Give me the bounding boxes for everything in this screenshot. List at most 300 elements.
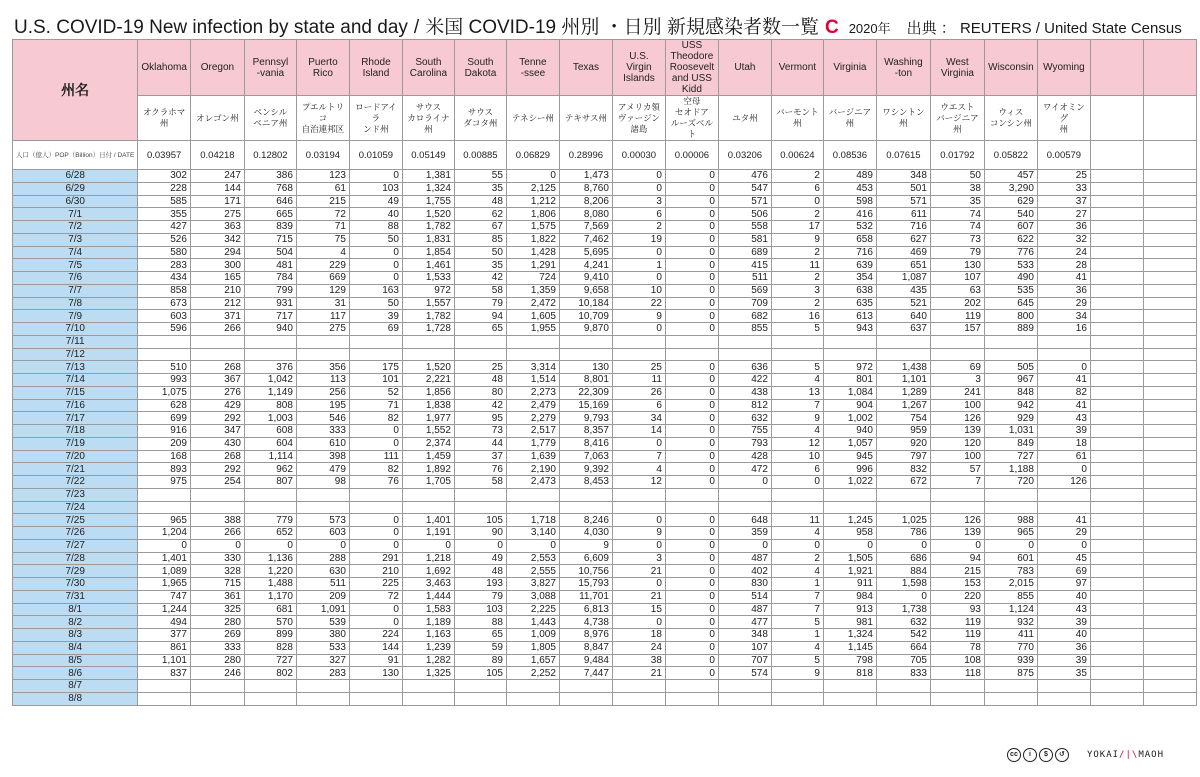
- value-cell: [1090, 182, 1143, 195]
- value-cell: [612, 348, 665, 361]
- state-name-jp: テネシー州: [506, 96, 559, 141]
- value-cell: [665, 348, 718, 361]
- value-cell: 2: [771, 552, 823, 565]
- table-row: [13, 208, 1197, 221]
- value-cell: 489: [823, 170, 876, 183]
- value-cell: 266: [190, 323, 244, 336]
- population-value: [1090, 141, 1143, 170]
- value-cell: 0: [665, 590, 718, 603]
- value-cell: 105: [454, 514, 506, 527]
- date-cell: 7/30: [13, 578, 138, 591]
- population-value: 0.00624: [771, 141, 823, 170]
- value-cell: 202: [930, 297, 984, 310]
- value-cell: 8,453: [559, 476, 612, 489]
- value-cell: 1,075: [138, 386, 191, 399]
- value-cell: [138, 335, 191, 348]
- value-cell: 916: [138, 425, 191, 438]
- value-cell: [1143, 501, 1196, 514]
- value-cell: 35: [930, 195, 984, 208]
- value-cell: 0: [612, 323, 665, 336]
- value-cell: 241: [930, 386, 984, 399]
- value-cell: 929: [984, 412, 1037, 425]
- population-value: 0.06829: [506, 141, 559, 170]
- value-cell: [1090, 170, 1143, 183]
- value-cell: [1143, 654, 1196, 667]
- table-row: [13, 692, 1197, 705]
- value-cell: 1,101: [138, 654, 191, 667]
- value-cell: 3,140: [506, 527, 559, 540]
- value-cell: 212: [190, 297, 244, 310]
- value-cell: 333: [190, 641, 244, 654]
- value-cell: 830: [718, 578, 771, 591]
- date-cell: 7/28: [13, 552, 138, 565]
- value-cell: 0: [349, 603, 402, 616]
- value-cell: 630: [296, 565, 349, 578]
- value-cell: [1090, 616, 1143, 629]
- value-cell: 130: [930, 259, 984, 272]
- value-cell: 9,484: [559, 654, 612, 667]
- value-cell: [402, 680, 454, 693]
- value-cell: 1,218: [402, 552, 454, 565]
- state-name-jp: アメリカ領 ヴァージン 諸島: [612, 96, 665, 141]
- value-cell: 1,003: [244, 412, 296, 425]
- value-cell: 15,793: [559, 578, 612, 591]
- table-row: [13, 297, 1197, 310]
- value-cell: 1,779: [506, 437, 559, 450]
- value-cell: 651: [876, 259, 930, 272]
- value-cell: 22: [612, 297, 665, 310]
- footer: [1007, 748, 1164, 762]
- value-cell: [984, 501, 1037, 514]
- state-name-jp: ワシントン州: [876, 96, 930, 141]
- value-cell: 50: [349, 297, 402, 310]
- value-cell: 504: [244, 246, 296, 259]
- value-cell: 88: [454, 616, 506, 629]
- table-row: [13, 629, 1197, 642]
- value-cell: 0: [190, 539, 244, 552]
- value-cell: [296, 680, 349, 693]
- value-cell: 945: [823, 450, 876, 463]
- value-cell: 833: [876, 667, 930, 680]
- value-cell: 72: [296, 208, 349, 221]
- value-cell: 2,479: [506, 399, 559, 412]
- value-cell: 546: [296, 412, 349, 425]
- value-cell: 1,042: [244, 374, 296, 387]
- value-cell: 4: [771, 425, 823, 438]
- value-cell: 0: [823, 539, 876, 552]
- value-cell: 2,553: [506, 552, 559, 565]
- value-cell: 3: [612, 552, 665, 565]
- value-cell: 1,838: [402, 399, 454, 412]
- value-cell: 8,976: [559, 629, 612, 642]
- value-cell: [823, 335, 876, 348]
- value-cell: 1,443: [506, 616, 559, 629]
- value-cell: 469: [876, 246, 930, 259]
- value-cell: 215: [296, 195, 349, 208]
- value-cell: 453: [823, 182, 876, 195]
- value-cell: 665: [244, 208, 296, 221]
- value-cell: 276: [190, 386, 244, 399]
- value-cell: 585: [138, 195, 191, 208]
- value-cell: 1,892: [402, 463, 454, 476]
- value-cell: [930, 488, 984, 501]
- value-cell: 581: [718, 233, 771, 246]
- value-cell: 8,847: [559, 641, 612, 654]
- value-cell: [559, 692, 612, 705]
- table-row: [13, 425, 1197, 438]
- date-cell: 8/4: [13, 641, 138, 654]
- value-cell: 2,225: [506, 603, 559, 616]
- value-cell: 3: [612, 195, 665, 208]
- value-cell: 1,657: [506, 654, 559, 667]
- value-cell: 9: [612, 310, 665, 323]
- value-cell: 532: [823, 221, 876, 234]
- value-cell: 269: [190, 629, 244, 642]
- value-cell: 9: [771, 667, 823, 680]
- value-cell: 1,856: [402, 386, 454, 399]
- value-cell: 94: [930, 552, 984, 565]
- value-cell: 0: [665, 578, 718, 591]
- value-cell: 5: [771, 323, 823, 336]
- table-row: [13, 603, 1197, 616]
- value-cell: [1143, 284, 1196, 297]
- date-cell: 8/5: [13, 654, 138, 667]
- value-cell: 640: [876, 310, 930, 323]
- value-cell: [138, 488, 191, 501]
- value-cell: 163: [349, 284, 402, 297]
- value-cell: 1,438: [876, 361, 930, 374]
- value-cell: 359: [718, 527, 771, 540]
- value-cell: 41: [1037, 374, 1090, 387]
- date-cell: 7/5: [13, 259, 138, 272]
- state-name-jp: サウス カロライナ州: [402, 96, 454, 141]
- value-cell: 0: [771, 195, 823, 208]
- value-cell: 43: [1037, 412, 1090, 425]
- date-cell: 7/27: [13, 539, 138, 552]
- value-cell: 73: [930, 233, 984, 246]
- value-cell: 1,401: [402, 514, 454, 527]
- value-cell: 25: [454, 361, 506, 374]
- value-cell: 428: [718, 450, 771, 463]
- value-cell: 0: [349, 437, 402, 450]
- value-cell: [1090, 412, 1143, 425]
- date-cell: 8/6: [13, 667, 138, 680]
- date-cell: 7/19: [13, 437, 138, 450]
- date-cell: 7/25: [13, 514, 138, 527]
- value-cell: 0: [718, 476, 771, 489]
- value-cell: 41: [1037, 272, 1090, 285]
- value-cell: 0: [612, 246, 665, 259]
- value-cell: 36: [1037, 284, 1090, 297]
- value-cell: 10: [771, 450, 823, 463]
- value-cell: 144: [349, 641, 402, 654]
- value-cell: 45: [1037, 552, 1090, 565]
- value-cell: 195: [296, 399, 349, 412]
- value-cell: [1090, 335, 1143, 348]
- table-row: [13, 654, 1197, 667]
- value-cell: 0: [665, 476, 718, 489]
- value-cell: 1,189: [402, 616, 454, 629]
- value-cell: [1090, 641, 1143, 654]
- value-cell: [1143, 578, 1196, 591]
- value-cell: [138, 692, 191, 705]
- state-name-jp: バージニア州: [823, 96, 876, 141]
- value-cell: 29: [1037, 527, 1090, 540]
- value-cell: [349, 501, 402, 514]
- value-cell: 283: [296, 667, 349, 680]
- value-cell: 12: [612, 476, 665, 489]
- table-row: [13, 361, 1197, 374]
- value-cell: 0: [718, 539, 771, 552]
- value-cell: 333: [296, 425, 349, 438]
- value-cell: [1090, 667, 1143, 680]
- value-cell: 0: [1037, 463, 1090, 476]
- value-cell: 681: [244, 603, 296, 616]
- value-cell: 603: [138, 310, 191, 323]
- value-cell: 4,241: [559, 259, 612, 272]
- state-name-jp: ユタ州: [718, 96, 771, 141]
- value-cell: 27: [1037, 208, 1090, 221]
- value-cell: 801: [823, 374, 876, 387]
- value-cell: [1143, 386, 1196, 399]
- value-cell: 1,514: [506, 374, 559, 387]
- value-cell: [349, 680, 402, 693]
- value-cell: 2,015: [984, 578, 1037, 591]
- value-cell: 686: [876, 552, 930, 565]
- value-cell: 603: [296, 527, 349, 540]
- value-cell: [559, 335, 612, 348]
- value-cell: 1,552: [402, 425, 454, 438]
- value-cell: 1,822: [506, 233, 559, 246]
- value-cell: [1143, 629, 1196, 642]
- value-cell: 0: [665, 195, 718, 208]
- value-cell: 61: [1037, 450, 1090, 463]
- value-cell: [612, 335, 665, 348]
- value-cell: 69: [1037, 565, 1090, 578]
- value-cell: 17: [771, 221, 823, 234]
- state-name-jp: プエルトリコ 自治連邦区: [296, 96, 349, 141]
- value-cell: [1090, 680, 1143, 693]
- value-cell: [1143, 539, 1196, 552]
- value-cell: 1,002: [823, 412, 876, 425]
- value-cell: [1143, 641, 1196, 654]
- value-cell: 402: [718, 565, 771, 578]
- value-cell: 193: [454, 578, 506, 591]
- value-cell: 884: [876, 565, 930, 578]
- value-cell: 4: [771, 641, 823, 654]
- value-cell: [1090, 233, 1143, 246]
- value-cell: [138, 680, 191, 693]
- value-cell: [349, 692, 402, 705]
- sa-icon: ↺: [1055, 748, 1069, 762]
- value-cell: 10: [612, 284, 665, 297]
- value-cell: 639: [823, 259, 876, 272]
- state-name-en: West Virginia: [930, 40, 984, 96]
- value-cell: 292: [190, 412, 244, 425]
- value-cell: [1143, 488, 1196, 501]
- value-cell: 13: [771, 386, 823, 399]
- title-year: 2020年: [848, 21, 891, 36]
- value-cell: 416: [823, 208, 876, 221]
- value-cell: [244, 348, 296, 361]
- date-cell: 7/9: [13, 310, 138, 323]
- value-cell: 611: [876, 208, 930, 221]
- value-cell: 0: [665, 514, 718, 527]
- value-cell: 754: [876, 412, 930, 425]
- value-cell: 1: [771, 629, 823, 642]
- state-name-jp: [1143, 96, 1196, 141]
- value-cell: [665, 335, 718, 348]
- value-cell: 716: [876, 221, 930, 234]
- value-cell: 0: [349, 539, 402, 552]
- value-cell: 0: [665, 221, 718, 234]
- value-cell: 0: [665, 374, 718, 387]
- value-cell: 689: [718, 246, 771, 259]
- value-cell: 427: [138, 221, 191, 234]
- value-cell: 0: [665, 233, 718, 246]
- value-cell: [771, 488, 823, 501]
- date-cell: 7/26: [13, 527, 138, 540]
- value-cell: [1090, 348, 1143, 361]
- value-cell: 14: [612, 425, 665, 438]
- value-cell: 848: [984, 386, 1037, 399]
- value-cell: 3,827: [506, 578, 559, 591]
- value-cell: 724: [506, 272, 559, 285]
- value-cell: 65: [454, 629, 506, 642]
- value-cell: [1143, 412, 1196, 425]
- value-cell: 889: [984, 323, 1037, 336]
- value-cell: 139: [930, 425, 984, 438]
- value-cell: [1143, 361, 1196, 374]
- value-cell: 153: [930, 578, 984, 591]
- value-cell: [1090, 246, 1143, 259]
- value-cell: 1,244: [138, 603, 191, 616]
- value-cell: 1,009: [506, 629, 559, 642]
- value-cell: 34: [612, 412, 665, 425]
- value-cell: [454, 692, 506, 705]
- value-cell: 0: [665, 310, 718, 323]
- date-cell: 8/2: [13, 616, 138, 629]
- value-cell: [559, 348, 612, 361]
- value-cell: 1,381: [402, 170, 454, 183]
- value-cell: 11: [612, 374, 665, 387]
- value-cell: 2,517: [506, 425, 559, 438]
- value-cell: 0: [612, 514, 665, 527]
- value-cell: 52: [349, 386, 402, 399]
- value-cell: 1,267: [876, 399, 930, 412]
- value-cell: 119: [930, 616, 984, 629]
- value-cell: 0: [349, 259, 402, 272]
- value-cell: 0: [665, 667, 718, 680]
- value-cell: 0: [665, 425, 718, 438]
- value-cell: 31: [296, 297, 349, 310]
- value-cell: [349, 488, 402, 501]
- value-cell: 49: [349, 195, 402, 208]
- value-cell: 598: [823, 195, 876, 208]
- value-cell: [244, 692, 296, 705]
- value-cell: 42: [454, 272, 506, 285]
- value-cell: 3,314: [506, 361, 559, 374]
- value-cell: 1,639: [506, 450, 559, 463]
- value-cell: [1143, 310, 1196, 323]
- value-cell: 0: [665, 539, 718, 552]
- value-cell: 91: [349, 654, 402, 667]
- value-cell: 628: [138, 399, 191, 412]
- table-row: [13, 437, 1197, 450]
- value-cell: 39: [349, 310, 402, 323]
- value-cell: [1143, 335, 1196, 348]
- value-cell: 962: [244, 463, 296, 476]
- covid-table: [12, 39, 1197, 706]
- date-cell: 7/3: [13, 233, 138, 246]
- population-value: 0.00885: [454, 141, 506, 170]
- value-cell: 61: [296, 182, 349, 195]
- value-cell: 8,760: [559, 182, 612, 195]
- value-cell: 411: [984, 629, 1037, 642]
- value-cell: 2,472: [506, 297, 559, 310]
- value-cell: 0: [665, 412, 718, 425]
- value-cell: 6,609: [559, 552, 612, 565]
- value-cell: 82: [349, 463, 402, 476]
- value-cell: 2: [612, 221, 665, 234]
- value-cell: 44: [454, 437, 506, 450]
- value-cell: [506, 348, 559, 361]
- value-cell: 58: [454, 284, 506, 297]
- value-cell: 786: [876, 527, 930, 540]
- value-cell: 100: [930, 399, 984, 412]
- value-cell: 747: [138, 590, 191, 603]
- value-cell: [1090, 399, 1143, 412]
- value-cell: 11: [771, 259, 823, 272]
- value-cell: 105: [454, 667, 506, 680]
- value-cell: 645: [984, 297, 1037, 310]
- value-cell: 604: [244, 437, 296, 450]
- value-cell: 1,239: [402, 641, 454, 654]
- value-cell: [138, 348, 191, 361]
- value-cell: 40: [1037, 590, 1090, 603]
- value-cell: 768: [244, 182, 296, 195]
- value-cell: [823, 488, 876, 501]
- value-cell: [402, 501, 454, 514]
- value-cell: 16: [771, 310, 823, 323]
- value-cell: 38: [930, 182, 984, 195]
- value-cell: 7: [771, 603, 823, 616]
- value-cell: [402, 692, 454, 705]
- value-cell: 1,782: [402, 310, 454, 323]
- nc-icon: $: [1039, 748, 1053, 762]
- value-cell: 1,325: [402, 667, 454, 680]
- value-cell: 49: [454, 552, 506, 565]
- value-cell: [1143, 170, 1196, 183]
- value-cell: 4,738: [559, 616, 612, 629]
- date-cell: 7/31: [13, 590, 138, 603]
- creative-commons-icon: [1007, 748, 1069, 762]
- value-cell: [876, 335, 930, 348]
- value-cell: [1090, 208, 1143, 221]
- value-cell: 699: [138, 412, 191, 425]
- value-cell: 79: [454, 590, 506, 603]
- value-cell: [190, 335, 244, 348]
- value-cell: 26: [612, 386, 665, 399]
- value-cell: 3,463: [402, 578, 454, 591]
- state-name-en: Wyoming: [1037, 40, 1090, 96]
- value-cell: 494: [138, 616, 191, 629]
- value-cell: 506: [718, 208, 771, 221]
- value-cell: 6: [612, 399, 665, 412]
- value-cell: 0: [665, 297, 718, 310]
- value-cell: 573: [296, 514, 349, 527]
- value-cell: 0: [876, 590, 930, 603]
